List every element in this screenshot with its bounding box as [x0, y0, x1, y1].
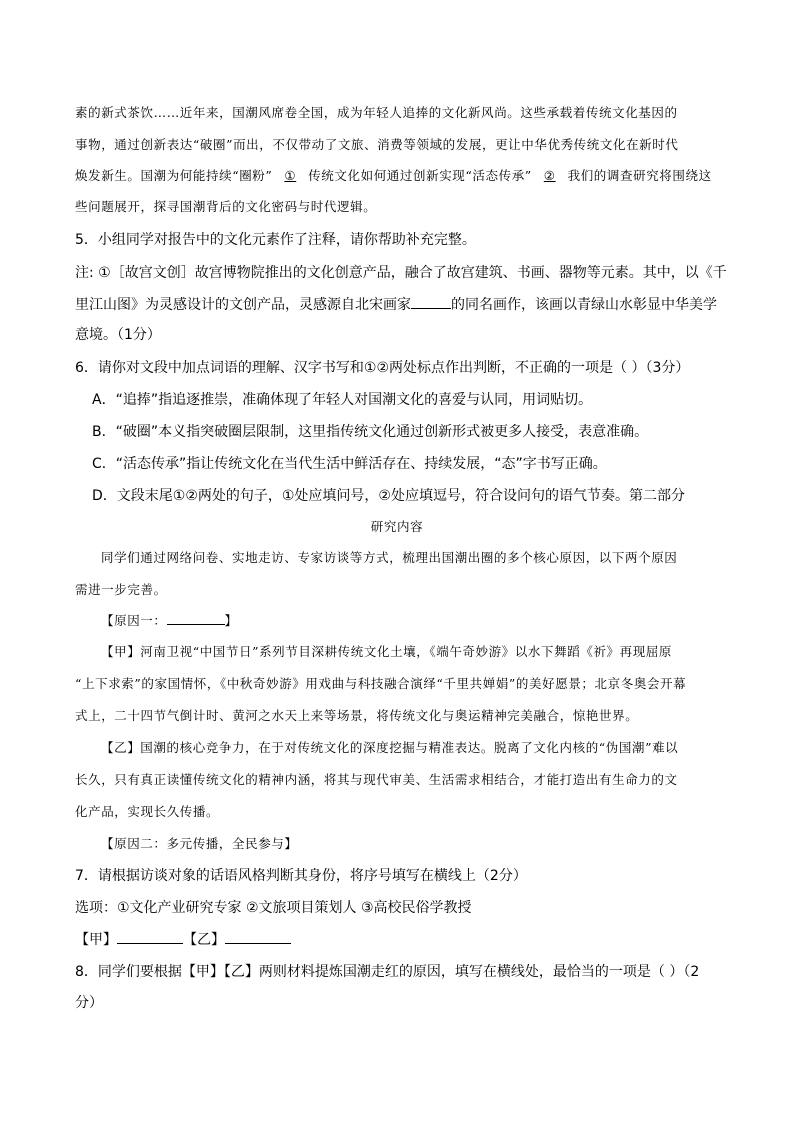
- q6-option-d: D．文段末尾①②两处的句子，①处应填问号，②处应填逗号，符合设问句的语气节奏。第二部分: [92, 488, 685, 504]
- q7-jia-label: 【甲】: [75, 932, 117, 948]
- passage-line-3-e: 我们的调查研究将围绕这: [567, 168, 712, 183]
- q5-note-3: 意境。（1分）: [75, 327, 161, 343]
- reason1-end: 】: [224, 613, 238, 628]
- q7-yi-label: 【乙】: [183, 932, 225, 948]
- research-intro-1: 同学们通过网络问卷、实地走访、专家访谈等方式，梳理出国潮出圈的多个核心原因，以下两个原因: [101, 550, 678, 565]
- q5-stem: 5．小组同学对报告中的文化元素作了注释，请你帮助补充完整。: [75, 232, 476, 248]
- material-yi-1: 【乙】国潮的核心竞争力，在于对传统文化的深度挖掘与精准表达。脱离了文化内核的“伪国潮”难以: [101, 740, 679, 755]
- material-yi-2: 长久，只有真正读懂传统文化的精神内涵，将其与现代审美、生活需求相结合，才能打造出有生命力的文: [75, 772, 678, 787]
- passage-line-3-c: 传统文化如何通过创新实现“活态传承”: [308, 168, 532, 183]
- q5-note-2: [75, 295, 717, 315]
- q7-options: 选项：①文化产业研究专家 ②文旅项目策划人 ③高校民俗学教授: [75, 900, 472, 916]
- passage-line-1: 素的新式茶饮……近年来，国潮风席卷全国，成为年轻人追捧的文化新风尚。这些承载着传统文化基因的: [75, 105, 678, 120]
- passage-line-4: 些问题展开，探寻国潮背后的文化密码与时代逻辑。: [75, 199, 377, 214]
- q8-stem-2: 分）: [75, 995, 103, 1011]
- q7-answer-line: [75, 930, 291, 950]
- material-yi-3: 化产品，实现长久传播。: [75, 804, 220, 819]
- passage-line-2: 事物，通过创新表达“破圈”而出，不仅带动了文旅、消费等领域的发展，更让中华优秀传统文化在新时代: [75, 137, 679, 152]
- q6-option-c: C．“活态传承”指让传统文化在当代生活中鲜活存在、持续发展，“态”字书写正确。: [92, 456, 607, 472]
- research-heading: 研究内容: [370, 519, 424, 534]
- q6-stem: 6．请你对文段中加点词语的理解、汉字书写和①②两处标点作出判断，不正确的一项是（ ）（3分）: [75, 360, 690, 376]
- q5-note-2b: 的同名画作，该画以青绿山水彰显中华美学: [451, 297, 717, 313]
- q8-stem-1: 8．同学们要根据【甲】【乙】两则材料提炼国潮走红的原因，填写在横线处，最恰当的一项是（ ）（2: [75, 964, 700, 980]
- q6-option-b: B．“破圈”本义指突破圈层限制，这里指传统文化通过创新形式被更多人接受，表意准确。: [92, 424, 649, 440]
- q7-stem: 7．请根据访谈对象的话语风格判断其身份，将序号填写在横线上（2分）: [75, 868, 527, 884]
- material-jia-3: 式上，二十四节气倒计时、黄河之水天上来等场景，将传统文化与奥运精神完美融合，惊艳世界。: [75, 708, 639, 723]
- reason2-line: 【原因二：多元传播，全民参与】: [101, 836, 298, 851]
- research-intro-2: 需进一步完善。: [75, 582, 167, 597]
- material-jia-2: “上下求索”的家国情怀，《中秋奇妙游》用戏曲与科技融合演绎“千里共婵娟”的美好愿景；北京冬奥会开幕: [75, 676, 687, 691]
- reason1-blank[interactable]: [167, 624, 225, 625]
- blank-2: ②: [543, 168, 556, 183]
- q7-jia-blank[interactable]: [117, 943, 183, 944]
- q6-option-a: A．“追捧”指追逐推崇，准确体现了年轻人对国潮文化的喜爱与认同，用词贴切。: [92, 392, 593, 408]
- q5-answer-blank[interactable]: [411, 308, 451, 309]
- material-jia-1: 【甲】河南卫视“中国节日”系列节目深耕传统文化土壤，《端午奇妙游》以水下舞蹈《祈》再现屈原: [101, 644, 673, 659]
- blank-1: ①: [284, 168, 297, 183]
- q5-note-2a: 里江山图》为灵感设计的文创产品，灵感源自北宋画家: [75, 297, 411, 313]
- reason1-label: 【原因一：: [101, 613, 167, 628]
- q5-note-1: 注: ①［故宫文创］故宫博物院推出的文化创意产品，融合了故宫建筑、书画、器物等元素。其中，以《千: [75, 265, 727, 281]
- q7-yi-blank[interactable]: [225, 943, 291, 944]
- passage-line-3: [75, 166, 712, 186]
- reason1-line: [101, 611, 238, 631]
- passage-line-3-a: 焕发新生。国潮为何能持续“圈粉”: [75, 168, 273, 183]
